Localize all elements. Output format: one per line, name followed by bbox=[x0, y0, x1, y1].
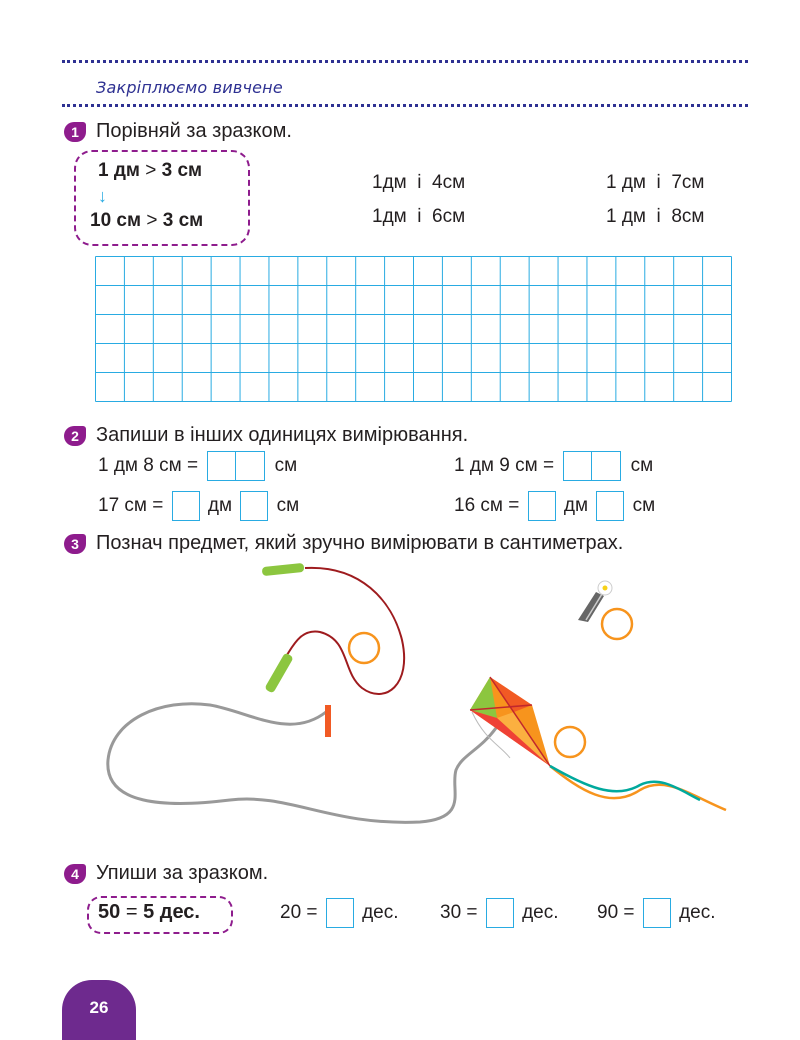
top-dotted-divider bbox=[62, 60, 748, 63]
tens-3-label: 90 = bbox=[597, 902, 635, 923]
jump-rope-illustration bbox=[262, 563, 404, 694]
tens-2-answer-box[interactable] bbox=[486, 898, 514, 928]
sample-line2-left: 10 см bbox=[90, 210, 142, 231]
compare-item-1: 1дм і 4см bbox=[372, 172, 466, 193]
task4-sample-left: 50 bbox=[98, 901, 121, 923]
convert-3-dm-box[interactable] bbox=[172, 491, 200, 521]
compare-item-2: 1 дм і 7см bbox=[606, 172, 705, 193]
convert-1-label: 1 дм 8 см = bbox=[98, 455, 199, 476]
convert-4-unit2: см bbox=[632, 495, 656, 516]
tens-row-3 bbox=[597, 897, 716, 929]
tens-3-unit: дес. bbox=[679, 902, 716, 923]
convert-row-3 bbox=[98, 490, 299, 522]
tens-3-answer-box[interactable] bbox=[643, 898, 671, 928]
task-2-instruction: Запиши в інших одиницях вимірювання. bbox=[96, 424, 469, 446]
task-1-number: 1 bbox=[64, 122, 86, 142]
convert-4-label: 16 см = bbox=[454, 495, 520, 516]
rope-answer-circle[interactable] bbox=[349, 633, 379, 663]
task4-sample-right: 5 дес. bbox=[143, 901, 200, 923]
sample-line2-sign: > bbox=[146, 210, 158, 231]
convert-2-answer-box[interactable] bbox=[563, 451, 621, 481]
task-3-number: 3 bbox=[64, 534, 86, 554]
sample-line1-right: 3 см bbox=[161, 160, 203, 181]
tens-2-label: 30 = bbox=[440, 902, 478, 923]
convert-3-cm-box[interactable] bbox=[240, 491, 268, 521]
convert-2-label: 1 дм 9 см = bbox=[454, 455, 555, 476]
sample-arrow-icon: ↓ bbox=[98, 186, 107, 206]
bottom-dotted-divider bbox=[62, 104, 748, 107]
sample-line1-left: 1 дм bbox=[98, 160, 140, 181]
convert-2-unit: см bbox=[630, 455, 654, 476]
convert-4-unit1: дм bbox=[563, 495, 589, 516]
page-number: 26 bbox=[62, 980, 136, 1040]
sample-line2-right: 3 см bbox=[162, 210, 204, 231]
answer-grid[interactable] bbox=[95, 256, 732, 402]
task-1-instruction: Порівняй за зразком. bbox=[96, 120, 292, 142]
rope-illustration bbox=[108, 704, 496, 823]
task-2-number: 2 bbox=[64, 426, 86, 446]
convert-1-unit: см bbox=[274, 455, 298, 476]
tens-row-1 bbox=[280, 897, 399, 929]
task-4-sample bbox=[98, 901, 200, 924]
sample-line1-sign: > bbox=[145, 160, 157, 181]
convert-row-1 bbox=[98, 450, 297, 482]
tens-1-answer-box[interactable] bbox=[326, 898, 354, 928]
sample-line-2 bbox=[90, 210, 203, 232]
convert-row-2 bbox=[454, 450, 653, 482]
compare-item-3: 1дм і 6см bbox=[372, 206, 466, 227]
tens-row-2 bbox=[440, 897, 559, 929]
sample-line-1 bbox=[98, 160, 202, 182]
tens-1-label: 20 = bbox=[280, 902, 318, 923]
convert-row-4 bbox=[454, 490, 655, 522]
convert-3-unit1: дм bbox=[207, 495, 233, 516]
convert-4-cm-box[interactable] bbox=[596, 491, 624, 521]
task-4-instruction: Упиши за зразком. bbox=[96, 862, 269, 884]
convert-3-unit2: см bbox=[276, 495, 300, 516]
convert-3-label: 17 см = bbox=[98, 495, 164, 516]
section-title: Закріплюємо вивчене bbox=[96, 78, 283, 97]
tens-1-unit: дес. bbox=[362, 902, 399, 923]
convert-4-dm-box[interactable] bbox=[528, 491, 556, 521]
hair-clip-answer-circle[interactable] bbox=[602, 609, 632, 639]
convert-1-answer-box[interactable] bbox=[207, 451, 265, 481]
compare-item-4: 1 дм і 8см bbox=[606, 206, 705, 227]
task-3-illustration bbox=[0, 555, 800, 835]
kite-answer-circle[interactable] bbox=[555, 727, 585, 757]
tens-2-unit: дес. bbox=[522, 902, 559, 923]
kite-illustration bbox=[470, 677, 726, 810]
task-3-instruction: Познач предмет, який зручно вимірювати в сантиметрах. bbox=[96, 532, 624, 554]
task-4-number: 4 bbox=[64, 864, 86, 884]
task4-sample-eq: = bbox=[125, 901, 138, 923]
